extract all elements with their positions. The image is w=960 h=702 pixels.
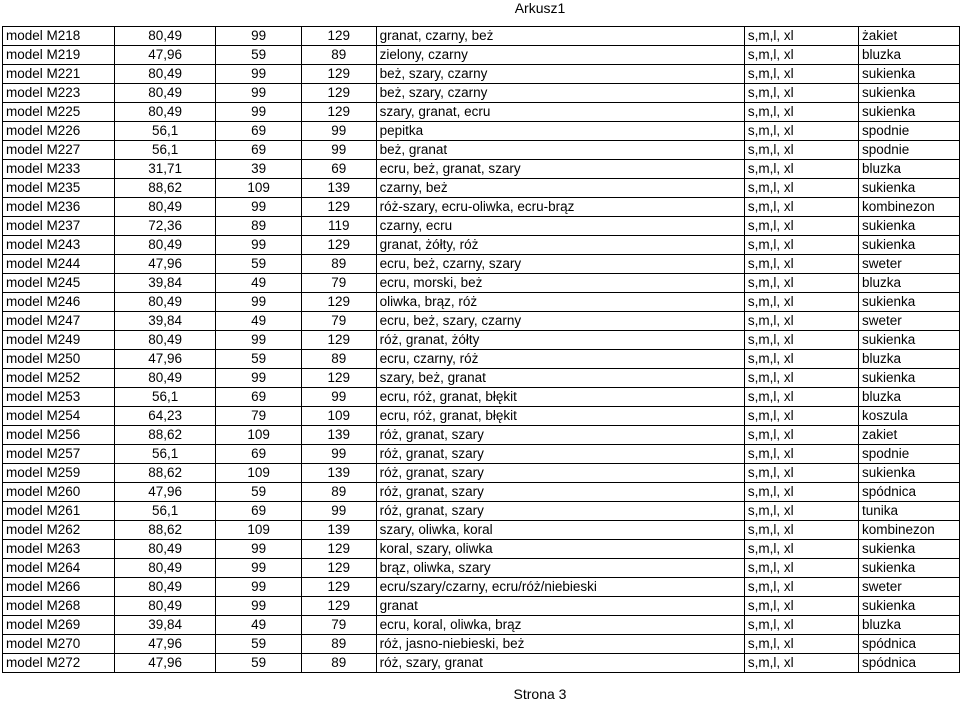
sizes-cell: s,m,l, xl: [744, 635, 858, 654]
price-cell: 79: [216, 407, 302, 426]
colors-cell: szary, oliwka, koral: [376, 521, 744, 540]
colors-cell: oliwka, brąz, róż: [376, 293, 744, 312]
price-cell: 49: [216, 616, 302, 635]
colors-cell: beż, granat: [376, 141, 744, 160]
price-retail-cell: 89: [301, 255, 376, 274]
type-cell: sukienka: [858, 369, 959, 388]
table-row: [3, 464, 960, 483]
sizes-cell: s,m,l, xl: [744, 84, 858, 103]
price-retail-cell: 79: [301, 312, 376, 331]
price-net-cell: 31,71: [115, 160, 216, 179]
sizes-cell: s,m,l, xl: [744, 540, 858, 559]
sizes-cell: s,m,l, xl: [744, 141, 858, 160]
model-cell: model M272: [3, 654, 115, 673]
table-row: [3, 217, 960, 236]
price-net-cell: 80,49: [115, 597, 216, 616]
sizes-cell: s,m,l, xl: [744, 445, 858, 464]
table-row: [3, 654, 960, 673]
price-retail-cell: 129: [301, 65, 376, 84]
price-cell: 99: [216, 198, 302, 217]
type-cell: bluzka: [858, 616, 959, 635]
price-net-cell: 80,49: [115, 578, 216, 597]
table-row: [3, 350, 960, 369]
sizes-cell: s,m,l, xl: [744, 122, 858, 141]
model-cell: model M227: [3, 141, 115, 160]
colors-cell: ecru, róż, granat, błękit: [376, 407, 744, 426]
price-retail-cell: 89: [301, 635, 376, 654]
price-retail-cell: 129: [301, 369, 376, 388]
type-cell: sukienka: [858, 84, 959, 103]
model-cell: model M268: [3, 597, 115, 616]
price-cell: 69: [216, 122, 302, 141]
price-net-cell: 80,49: [115, 293, 216, 312]
price-cell: 59: [216, 46, 302, 65]
price-net-cell: 80,49: [115, 65, 216, 84]
type-cell: kombinezon: [858, 521, 959, 540]
table-row: [3, 578, 960, 597]
model-cell: model M253: [3, 388, 115, 407]
price-net-cell: 80,49: [115, 103, 216, 122]
price-net-cell: 64,23: [115, 407, 216, 426]
price-cell: 89: [216, 217, 302, 236]
price-retail-cell: 129: [301, 103, 376, 122]
price-net-cell: 88,62: [115, 426, 216, 445]
model-cell: model M266: [3, 578, 115, 597]
table-row: [3, 122, 960, 141]
price-cell: 69: [216, 502, 302, 521]
price-cell: 99: [216, 331, 302, 350]
table-row: [3, 521, 960, 540]
colors-cell: ecru, koral, oliwka, brąz: [376, 616, 744, 635]
table-body: [3, 27, 960, 673]
price-net-cell: 39,84: [115, 274, 216, 293]
table-row: [3, 369, 960, 388]
price-cell: 99: [216, 84, 302, 103]
model-cell: model M225: [3, 103, 115, 122]
model-cell: model M257: [3, 445, 115, 464]
type-cell: koszula: [858, 407, 959, 426]
model-cell: model M218: [3, 27, 115, 46]
price-cell: 59: [216, 483, 302, 502]
model-cell: model M262: [3, 521, 115, 540]
colors-cell: róż, granat, szary: [376, 502, 744, 521]
type-cell: spodnie: [858, 141, 959, 160]
table-row: [3, 635, 960, 654]
table-row: [3, 331, 960, 350]
price-cell: 109: [216, 521, 302, 540]
price-retail-cell: 129: [301, 198, 376, 217]
model-cell: model M243: [3, 236, 115, 255]
type-cell: zakiet: [858, 426, 959, 445]
colors-cell: ecru, morski, beż: [376, 274, 744, 293]
type-cell: spodnie: [858, 122, 959, 141]
table-row: [3, 293, 960, 312]
colors-cell: róż, jasno-niebieski, beż: [376, 635, 744, 654]
sizes-cell: s,m,l, xl: [744, 616, 858, 635]
price-net-cell: 80,49: [115, 84, 216, 103]
table-row: [3, 46, 960, 65]
sizes-cell: s,m,l, xl: [744, 464, 858, 483]
price-retail-cell: 129: [301, 578, 376, 597]
type-cell: sweter: [858, 255, 959, 274]
colors-cell: róż, granat, żółty: [376, 331, 744, 350]
type-cell: bluzka: [858, 350, 959, 369]
type-cell: sukienka: [858, 236, 959, 255]
price-net-cell: 56,1: [115, 141, 216, 160]
sizes-cell: s,m,l, xl: [744, 160, 858, 179]
model-cell: model M254: [3, 407, 115, 426]
type-cell: spodnie: [858, 445, 959, 464]
price-retail-cell: 99: [301, 502, 376, 521]
type-cell: kombinezon: [858, 198, 959, 217]
colors-cell: róż, granat, szary: [376, 483, 744, 502]
price-cell: 99: [216, 236, 302, 255]
type-cell: sukienka: [858, 103, 959, 122]
price-cell: 99: [216, 578, 302, 597]
type-cell: sukienka: [858, 179, 959, 198]
sizes-cell: s,m,l, xl: [744, 597, 858, 616]
price-net-cell: 39,84: [115, 616, 216, 635]
price-net-cell: 47,96: [115, 350, 216, 369]
sizes-cell: s,m,l, xl: [744, 502, 858, 521]
table-row: [3, 84, 960, 103]
price-cell: 99: [216, 540, 302, 559]
table-row: [3, 255, 960, 274]
sizes-cell: s,m,l, xl: [744, 217, 858, 236]
table-row: [3, 274, 960, 293]
sizes-cell: s,m,l, xl: [744, 198, 858, 217]
price-net-cell: 47,96: [115, 483, 216, 502]
type-cell: sweter: [858, 312, 959, 331]
type-cell: sukienka: [858, 331, 959, 350]
model-cell: model M260: [3, 483, 115, 502]
price-retail-cell: 129: [301, 540, 376, 559]
model-cell: model M261: [3, 502, 115, 521]
sizes-cell: s,m,l, xl: [744, 46, 858, 65]
table-row: [3, 388, 960, 407]
colors-cell: ecru, czarny, róż: [376, 350, 744, 369]
price-cell: 99: [216, 369, 302, 388]
model-cell: model M247: [3, 312, 115, 331]
sizes-cell: s,m,l, xl: [744, 179, 858, 198]
table-row: [3, 597, 960, 616]
model-cell: model M252: [3, 369, 115, 388]
sizes-cell: s,m,l, xl: [744, 407, 858, 426]
price-cell: 49: [216, 274, 302, 293]
model-cell: model M235: [3, 179, 115, 198]
table-row: [3, 312, 960, 331]
model-cell: model M245: [3, 274, 115, 293]
table-row: [3, 198, 960, 217]
price-retail-cell: 139: [301, 426, 376, 445]
price-retail-cell: 129: [301, 559, 376, 578]
price-net-cell: 56,1: [115, 502, 216, 521]
sizes-cell: s,m,l, xl: [744, 654, 858, 673]
colors-cell: róż, granat, szary: [376, 464, 744, 483]
table-row: [3, 407, 960, 426]
type-cell: bluzka: [858, 388, 959, 407]
model-cell: model M249: [3, 331, 115, 350]
price-cell: 59: [216, 654, 302, 673]
colors-cell: róż, szary, granat: [376, 654, 744, 673]
sizes-cell: s,m,l, xl: [744, 236, 858, 255]
price-cell: 59: [216, 350, 302, 369]
type-cell: bluzka: [858, 160, 959, 179]
price-net-cell: 56,1: [115, 445, 216, 464]
colors-cell: zielony, czarny: [376, 46, 744, 65]
colors-cell: granat, czarny, beż: [376, 27, 744, 46]
sizes-cell: s,m,l, xl: [744, 350, 858, 369]
type-cell: bluzka: [858, 274, 959, 293]
price-cell: 59: [216, 635, 302, 654]
colors-cell: czarny, ecru: [376, 217, 744, 236]
price-net-cell: 47,96: [115, 255, 216, 274]
price-net-cell: 88,62: [115, 464, 216, 483]
type-cell: sukienka: [858, 559, 959, 578]
price-net-cell: 39,84: [115, 312, 216, 331]
colors-cell: granat: [376, 597, 744, 616]
price-cell: 99: [216, 559, 302, 578]
sizes-cell: s,m,l, xl: [744, 255, 858, 274]
price-retail-cell: 89: [301, 483, 376, 502]
table-row: [3, 27, 960, 46]
price-retail-cell: 129: [301, 331, 376, 350]
sheet-title: Arkusz1: [514, 0, 566, 16]
type-cell: bluzka: [858, 46, 959, 65]
model-cell: model M236: [3, 198, 115, 217]
sizes-cell: s,m,l, xl: [744, 559, 858, 578]
price-retail-cell: 129: [301, 27, 376, 46]
model-cell: model M219: [3, 46, 115, 65]
price-retail-cell: 99: [301, 141, 376, 160]
table-row: [3, 502, 960, 521]
colors-cell: róż, granat, szary: [376, 445, 744, 464]
type-cell: sukienka: [858, 540, 959, 559]
type-cell: sukienka: [858, 597, 959, 616]
model-cell: model M269: [3, 616, 115, 635]
price-cell: 49: [216, 312, 302, 331]
colors-cell: beż, szary, czarny: [376, 84, 744, 103]
model-cell: model M244: [3, 255, 115, 274]
price-net-cell: 56,1: [115, 388, 216, 407]
model-cell: model M237: [3, 217, 115, 236]
price-retail-cell: 139: [301, 179, 376, 198]
colors-cell: róż-szary, ecru-oliwka, ecru-brąz: [376, 198, 744, 217]
model-cell: model M259: [3, 464, 115, 483]
sizes-cell: s,m,l, xl: [744, 274, 858, 293]
price-retail-cell: 99: [301, 445, 376, 464]
price-net-cell: 72,36: [115, 217, 216, 236]
sizes-cell: s,m,l, xl: [744, 293, 858, 312]
sizes-cell: s,m,l, xl: [744, 426, 858, 445]
sizes-cell: s,m,l, xl: [744, 521, 858, 540]
colors-cell: granat, żółty, róż: [376, 236, 744, 255]
model-cell: model M226: [3, 122, 115, 141]
sizes-cell: s,m,l, xl: [744, 369, 858, 388]
sizes-cell: s,m,l, xl: [744, 578, 858, 597]
colors-cell: ecru, beż, szary, czarny: [376, 312, 744, 331]
table-row: [3, 179, 960, 198]
table-row: [3, 445, 960, 464]
colors-cell: beż, szary, czarny: [376, 65, 744, 84]
price-net-cell: 56,1: [115, 122, 216, 141]
price-cell: 99: [216, 293, 302, 312]
model-cell: model M221: [3, 65, 115, 84]
table-row: [3, 483, 960, 502]
price-cell: 109: [216, 464, 302, 483]
price-cell: 69: [216, 445, 302, 464]
table-row: [3, 141, 960, 160]
type-cell: sukienka: [858, 293, 959, 312]
type-cell: sweter: [858, 578, 959, 597]
price-net-cell: 80,49: [115, 198, 216, 217]
model-cell: model M264: [3, 559, 115, 578]
table-row: [3, 616, 960, 635]
price-retail-cell: 99: [301, 388, 376, 407]
price-net-cell: 80,49: [115, 540, 216, 559]
price-net-cell: 80,49: [115, 331, 216, 350]
price-retail-cell: 129: [301, 293, 376, 312]
type-cell: żakiet: [858, 27, 959, 46]
table-row: [3, 559, 960, 578]
type-cell: spódnica: [858, 654, 959, 673]
price-net-cell: 47,96: [115, 635, 216, 654]
price-cell: 99: [216, 27, 302, 46]
price-retail-cell: 89: [301, 46, 376, 65]
price-retail-cell: 139: [301, 464, 376, 483]
price-net-cell: 88,62: [115, 179, 216, 198]
price-retail-cell: 89: [301, 654, 376, 673]
price-retail-cell: 79: [301, 274, 376, 293]
price-cell: 69: [216, 388, 302, 407]
colors-cell: ecru, róż, granat, błękit: [376, 388, 744, 407]
price-net-cell: 80,49: [115, 369, 216, 388]
table-row: [3, 426, 960, 445]
price-net-cell: 80,49: [115, 559, 216, 578]
colors-cell: róż, granat, szary: [376, 426, 744, 445]
product-table: [2, 26, 960, 673]
model-cell: model M263: [3, 540, 115, 559]
sizes-cell: s,m,l, xl: [744, 331, 858, 350]
table-row: [3, 540, 960, 559]
price-net-cell: 88,62: [115, 521, 216, 540]
sizes-cell: s,m,l, xl: [744, 312, 858, 331]
colors-cell: pepitka: [376, 122, 744, 141]
model-cell: model M233: [3, 160, 115, 179]
type-cell: spódnica: [858, 483, 959, 502]
type-cell: tunika: [858, 502, 959, 521]
price-cell: 69: [216, 141, 302, 160]
price-retail-cell: 109: [301, 407, 376, 426]
type-cell: spódnica: [858, 635, 959, 654]
price-retail-cell: 69: [301, 160, 376, 179]
price-cell: 99: [216, 103, 302, 122]
price-net-cell: 47,96: [115, 654, 216, 673]
colors-cell: szary, beż, granat: [376, 369, 744, 388]
price-cell: 59: [216, 255, 302, 274]
table-row: [3, 65, 960, 84]
price-retail-cell: 99: [301, 122, 376, 141]
colors-cell: czarny, beż: [376, 179, 744, 198]
model-cell: model M246: [3, 293, 115, 312]
price-cell: 99: [216, 597, 302, 616]
table-row: [3, 103, 960, 122]
type-cell: sukienka: [858, 464, 959, 483]
type-cell: sukienka: [858, 217, 959, 236]
colors-cell: ecru/szary/czarny, ecru/róż/niebieski: [376, 578, 744, 597]
sizes-cell: s,m,l, xl: [744, 388, 858, 407]
price-retail-cell: 89: [301, 350, 376, 369]
model-cell: model M250: [3, 350, 115, 369]
price-retail-cell: 129: [301, 84, 376, 103]
colors-cell: brąz, oliwka, szary: [376, 559, 744, 578]
model-cell: model M270: [3, 635, 115, 654]
page-footer: Strona 3: [513, 686, 567, 702]
colors-cell: ecru, beż, czarny, szary: [376, 255, 744, 274]
model-cell: model M223: [3, 84, 115, 103]
price-net-cell: 80,49: [115, 27, 216, 46]
table-row: [3, 236, 960, 255]
colors-cell: szary, granat, ecru: [376, 103, 744, 122]
sizes-cell: s,m,l, xl: [744, 65, 858, 84]
sizes-cell: s,m,l, xl: [744, 483, 858, 502]
price-cell: 39: [216, 160, 302, 179]
colors-cell: koral, szary, oliwka: [376, 540, 744, 559]
price-retail-cell: 119: [301, 217, 376, 236]
table-row: [3, 160, 960, 179]
price-retail-cell: 129: [301, 597, 376, 616]
sizes-cell: s,m,l, xl: [744, 27, 858, 46]
price-retail-cell: 129: [301, 236, 376, 255]
type-cell: sukienka: [858, 65, 959, 84]
price-cell: 109: [216, 426, 302, 445]
price-net-cell: 80,49: [115, 236, 216, 255]
price-cell: 109: [216, 179, 302, 198]
colors-cell: ecru, beż, granat, szary: [376, 160, 744, 179]
price-cell: 99: [216, 65, 302, 84]
price-retail-cell: 79: [301, 616, 376, 635]
price-retail-cell: 139: [301, 521, 376, 540]
price-net-cell: 47,96: [115, 46, 216, 65]
sizes-cell: s,m,l, xl: [744, 103, 858, 122]
model-cell: model M256: [3, 426, 115, 445]
